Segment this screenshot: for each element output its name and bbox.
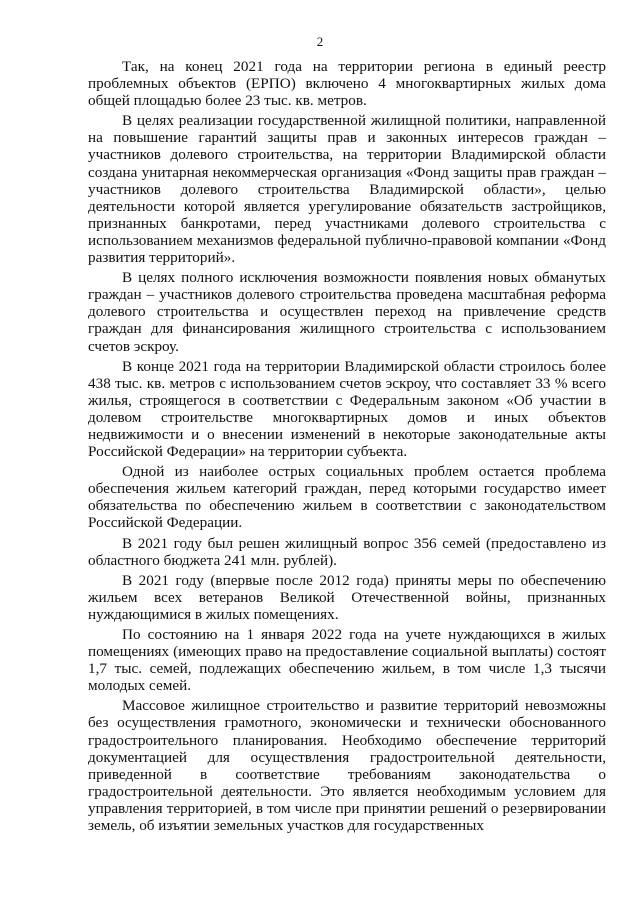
document-body [88,58,606,837]
paragraph-veterans-housing: В 2021 году (впервые после 2012 года) приняты меры по обеспечению жильем всех ветеранов Великой Отечественной войны, признанных нуждающимися в жилых помещениях. [88,571,606,623]
paragraph-housing-problem: Одной из наиболее острых социальных проблем остается проблема обеспечения жильем категорий граждан, перед которыми государство имеет обязательства по обеспечению жильем в соответствии с законодательством Российской Федерации. [88,463,606,532]
paragraph-urban-planning: Массовое жилищное строительство и развитие территорий невозможны без осуществления грамотного, экономически и технически обоснованного градостроительного планирования. Необходимо обеспечение территорий документацией для осуществления градостроительной деятельности, приведенной в соответствие требованиям законодательства о градостроительной деятельности. Это является необходимым условием для управления территорией, в том числе при принятии решений о резервировании земель, об изъятии земельных участков для государственных [88,697,606,835]
paragraph-escrow-statistics: В конце 2021 года на территории Владимирской области строилось более 438 тыс. кв. метров с использованием счетов эскроу, что составляет 33 % всего жилья, строящегося в соответствии с Федеральным законом «Об участии в долевом строительстве многоквартирных домов и иных объектов недвижимости и о внесении изменений в некоторые законодательные акты Российской Федерации» на территории субъекта. [88,357,606,461]
paragraph-waiting-list: По состоянию на 1 января 2022 года на учете нуждающихся в жилых помещениях (имеющих право на предоставление социальной выплаты) состоят 1,7 тыс. семей, подлежащих обеспечению жильем, в том числе 1,3 тысячи молодых семей. [88,626,606,695]
paragraph-escrow-reform: В целях полного исключения возможности появления новых обманутых граждан – участников долевого строительства проведена масштабная реформа долевого строительства и осуществлен переход на привлечение средств граждан для финансирования жилищного строительства с использованием счетов эскроу. [88,269,606,355]
paragraph-erpo-objects: Так, на конец 2021 года на территории региона в единый реестр проблемных объектов (ЕРПО) включено 4 многоквартирных жилых дома общей площадью более 23 тыс. кв. метров. [88,58,606,110]
paragraph-families-housed: В 2021 году был решен жилищный вопрос 356 семей (предоставлено из областного бюджета 241 млн. рублей). [88,534,606,569]
paragraph-protection-fund: В целях реализации государственной жилищной политики, направленной на повышение гарантий защиты прав и законных интересов граждан – участников долевого строительства, на территории Владимирской области создана унитарная некоммерческая организация «Фонд защиты прав граждан – участников долевого строительства Владимирской области», целью деятельности которой является урегулирование обязательств застройщиков, признанных банкротами, перед участниками долевого строительства с использованием механизмов федеральной публично-правовой компании «Фонд развития территорий». [88,112,606,267]
page-number: 2 [316,34,324,49]
